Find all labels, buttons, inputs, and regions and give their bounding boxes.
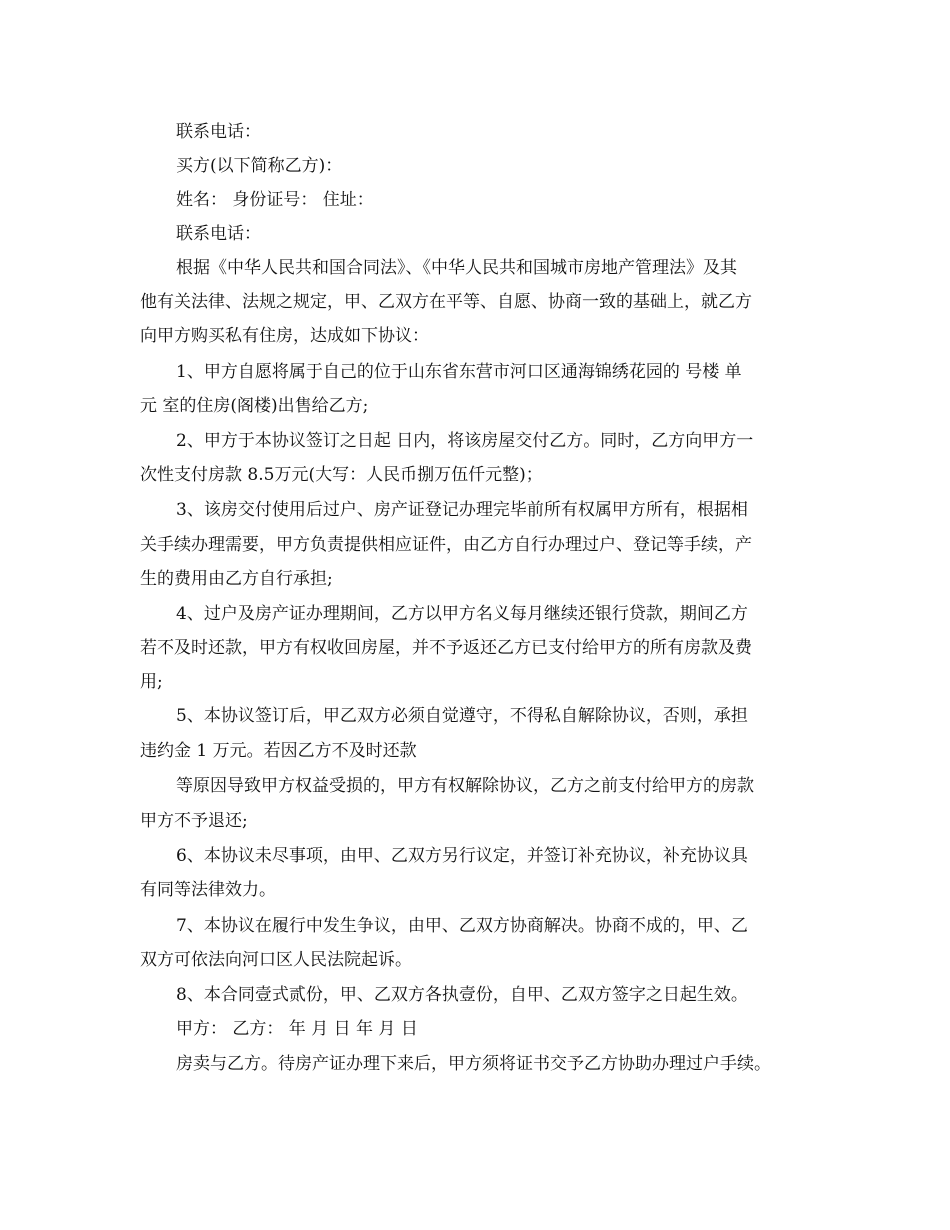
preamble-line-3: 向甲方购买私有住房，达成如下协议： <box>140 326 429 346</box>
preamble-line-1: 根据《中华人民共和国合同法》、《中华人民共和国城市房地产管理法》及其 <box>176 258 737 278</box>
clause-7-line-1: 7、本协议在履行中发生争议，由甲、乙双方协商解决。协商不成的，甲、乙 <box>176 916 748 936</box>
buyer-info-fields: 姓名： 身份证号： 住址： <box>176 190 374 210</box>
clause-4-line-1: 4、过户及房产证办理期间，乙方以甲方名义每月继续还银行贷款，期间乙方 <box>176 604 748 624</box>
clause-3-line-2: 关手续办理需要，甲方负责提供相应证件，由乙方自行办理过户、登记等手续，产 <box>140 535 752 555</box>
clause-7-line-2: 双方可依法向河口区人民法院起诉。 <box>140 950 412 970</box>
buyer-phone-label: 联系电话： <box>176 224 261 244</box>
clause-2-line-1: 2、甲方于本协议签订之日起 日内，将该房屋交付乙方。同时，乙方向甲方一 <box>176 431 754 451</box>
preamble-line-2: 他有关法律、法规之规定，甲、乙双方在平等、自愿、协商一致的基础上，就乙方 <box>140 292 752 312</box>
clause-1-line-1: 1、甲方自愿将属于自己的位于山东省东营市河口区通海锦绣花园的 号楼 单 <box>176 362 742 382</box>
clause-5-line-4: 甲方不予退还; <box>140 811 248 831</box>
signature-date-line: 甲方： 乙方： 年 月 日 年 月 日 <box>176 1019 418 1039</box>
clause-5-line-2: 违约金 1 万元。若因乙方不及时还款 <box>140 741 417 761</box>
buyer-heading: 买方(以下简称乙方)： <box>176 156 343 176</box>
clause-6-line-1: 6、本协议未尽事项，由甲、乙双方另行议定，并签订补充协议，补充协议具 <box>176 846 748 866</box>
clause-1-line-2: 元 室的住房(阁楼)出售给乙方; <box>140 396 369 416</box>
closing-line: 房卖与乙方。待房产证办理下来后，甲方须将证书交予乙方协助办理过户手续。 <box>176 1054 771 1074</box>
seller-phone-label: 联系电话： <box>176 122 261 142</box>
clause-4-line-2: 若不及时还款，甲方有权收回房屋，并不予返还乙方已支付给甲方的所有房款及费 <box>140 638 752 658</box>
clause-6-line-2: 有同等法律效力。 <box>140 880 276 900</box>
clause-4-line-3: 用; <box>140 672 163 692</box>
clause-2-line-2: 次性支付房款 8.5万元(大写：人民币捌万伍仟元整)； <box>140 465 543 485</box>
clause-5-line-1: 5、本协议签订后，甲乙双方必须自觉遵守，不得私自解除协议，否则，承担 <box>176 706 748 726</box>
clause-3-line-1: 3、该房交付使用后过户、房产证登记办理完毕前所有权属甲方所有，根据相 <box>176 500 748 520</box>
clause-3-line-3: 生的费用由乙方自行承担; <box>140 569 333 589</box>
clause-8-line-1: 8、本合同壹式贰份，甲、乙双方各执壹份，自甲、乙双方签字之日起生效。 <box>176 985 748 1005</box>
clause-5-line-3: 等原因导致甲方权益受损的，甲方有权解除协议，乙方之前支付给甲方的房款 <box>176 776 754 796</box>
